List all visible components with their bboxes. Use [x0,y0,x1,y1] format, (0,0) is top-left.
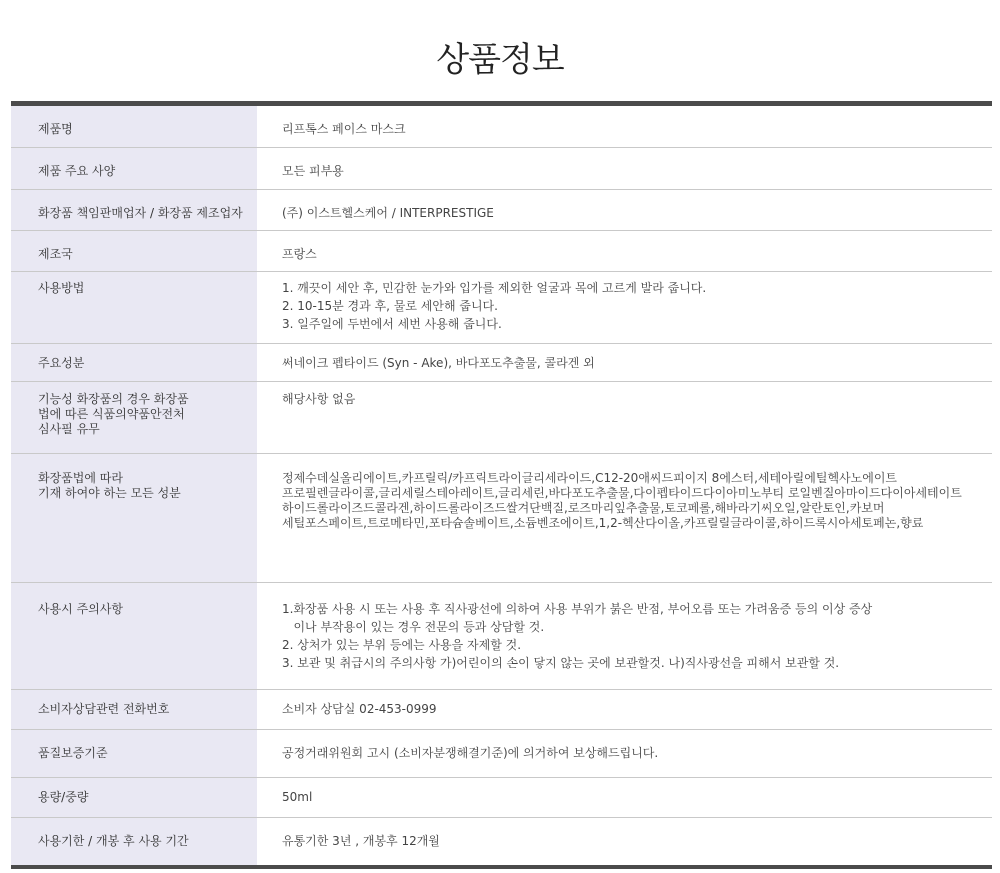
table-row [11,148,992,190]
row-value: 공정거래위원회 고시 (소비자분쟁해결기준)에 의거하여 보상해드립니다. [282,746,659,760]
row-value: 써네이크 펩타이드 (Syn - Ake), 바다포도추출물, 콜라겐 외 [282,356,595,370]
page-title: 상품정보 [436,40,564,80]
table-row [11,454,992,583]
row-label: 품질보증기준 [11,730,257,777]
table-row [11,818,992,865]
row-value: (주) 이스트헬스케어 / INTERPRESTIGE [282,206,494,220]
row-label: 사용방법 [11,272,257,343]
row-value: 유통기한 3년 , 개봉후 12개월 [282,834,440,848]
row-label: 소비자상담관련 전화번호 [11,690,257,729]
table-row [11,106,992,148]
table-row [11,190,992,231]
row-label: 용량/중량 [11,778,257,817]
table-row [11,583,992,690]
row-value: 1. 깨끗이 세안 후, 민감한 눈가와 입가를 제외한 얼굴과 목에 고르게 발라 줍니다. 2. 10-15분 경과 후, 물로 세안해 줍니다. 3. 일주일에 두번에서 세번 사용해 줍니다. [282,281,707,331]
row-value: 정제수데실올리에이트,카프릴릭/카프릭트라이글리세라이드,C12-20애씨드피이지 8에스터,세테아릴에틸헥사노에이트 프로필렌글라이콜,글리세릴스테아레이트,글리세린,바다포도추출물,다이펩타이드다이아미노부티 로일벤질아마이드다이아세테이트 하이드롤라이즈드콜라겐,하이드롤라이즈드쌀겨단백질,로즈마리잎추출물,토코페롤,해바라기씨오일,알란토인,카보머 세틸포스페이트,트로메타민,포타슘솔베이트,소듐벤조에이트,1,2-헥산다이올,카프릴릴글라이콜,하이드록시아세토페논,향료 [282,471,962,530]
row-label: 화장품 책임판매업자 / 화장품 제조업자 [11,190,257,230]
row-value: 50ml [282,790,313,804]
row-label: 사용기한 / 개봉 후 사용 기간 [11,818,257,865]
row-label: 화장품법에 따라 기재 하여야 하는 모든 성분 [11,454,257,582]
table-row [11,778,992,818]
row-label: 사용시 주의사항 [11,583,257,689]
table-row [11,344,992,382]
row-value: 1.화장품 사용 시 또는 사용 후 직사광선에 의하여 사용 부위가 붉은 반점, 부어오름 또는 가려움증 등의 이상 증상 이나 부작용이 있는 경우 전문의 등과 상담할 것. 2. 상처가 있는 부위 등에는 사용을 자제할 것. 3. 보관 및 취급시의 주의사항 가)어린이의 손이 닿지 않는 곳에 보관할것. 나)직사광선을 피해서 보관할 것. [282,602,873,670]
row-value: 모든 피부용 [282,164,344,178]
row-value: 소비자 상담실 02-453-0999 [282,702,437,716]
row-label: 제품명 [11,106,257,147]
table-row [11,231,992,272]
table-row [11,690,992,730]
table-row [11,272,992,344]
row-value: 리프톡스 페이스 마스크 [282,122,406,136]
row-label: 제품 주요 사양 [11,148,257,189]
row-value: 프랑스 [282,247,317,261]
table-row [11,730,992,778]
row-label: 기능성 화장품의 경우 화장품 법에 따른 식품의약품안전처 심사필 유무 [11,382,257,453]
row-label: 제조국 [11,231,257,271]
product-info-table [11,101,992,869]
table-row [11,382,992,454]
row-value: 해당사항 없음 [282,392,356,406]
row-label: 주요성분 [11,344,257,381]
